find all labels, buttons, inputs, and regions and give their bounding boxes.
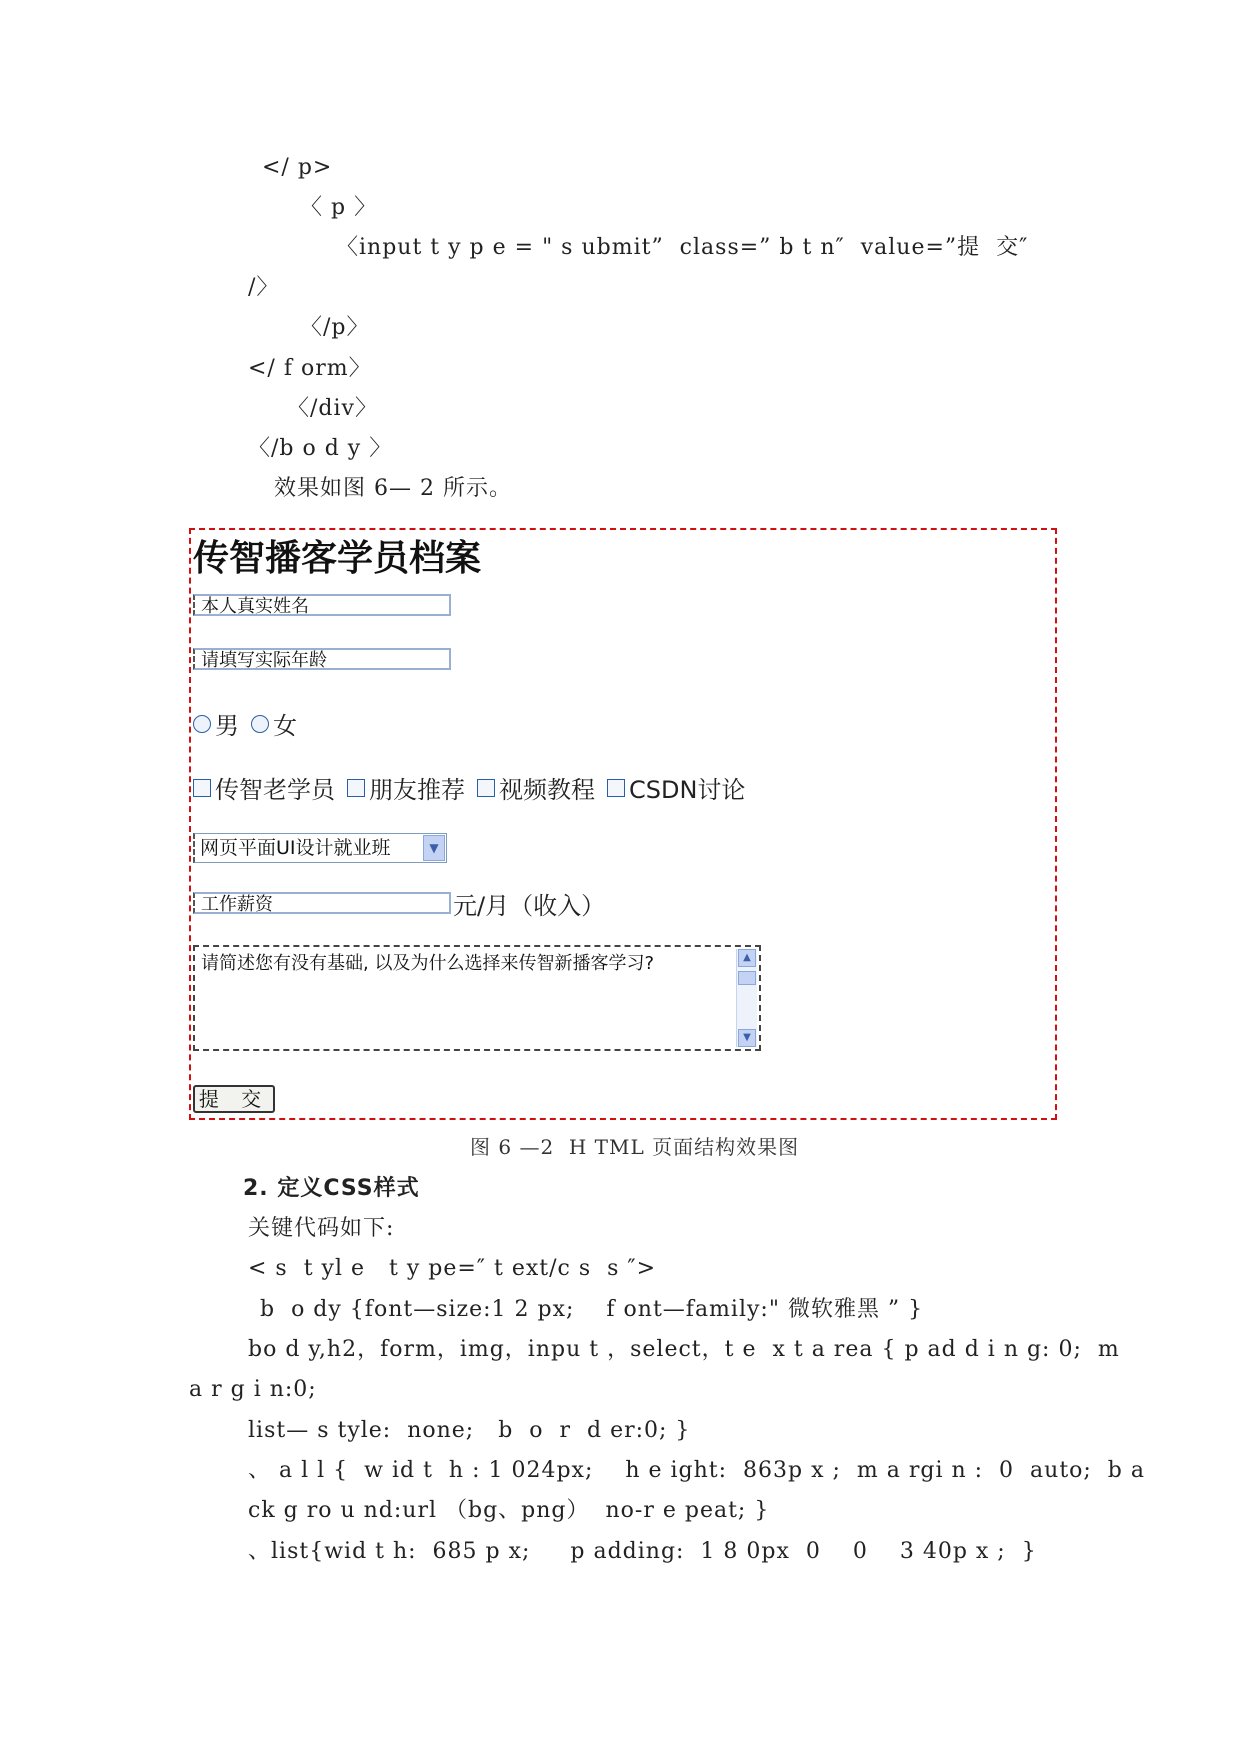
code-line: /〉 <box>248 275 280 300</box>
code-line: a r g i n:0; <box>189 1377 317 1402</box>
checkbox-icon[interactable] <box>347 779 365 797</box>
scroll-up-icon[interactable]: ▲ <box>738 949 756 967</box>
section-heading: 2. 定义CSS样式 <box>243 1176 420 1201</box>
checkbox-icon[interactable] <box>607 779 625 797</box>
intro-textarea[interactable] <box>193 945 761 1051</box>
checkbox-icon[interactable] <box>477 779 495 797</box>
radio-icon[interactable] <box>193 715 211 733</box>
salary-unit: 元/月（收入） <box>453 892 606 920</box>
salary-field[interactable]: 工作薪资 <box>193 892 451 914</box>
intro-text: 效果如图 6— 2 所示。 <box>274 476 512 501</box>
code-line: ck g ro u nd:url （bg、png） no-r e peat; } <box>248 1498 770 1523</box>
scrollbar[interactable] <box>736 949 757 1047</box>
source-label: 传智老学员 <box>215 776 335 804</box>
code-line: 〈 p 〉 <box>300 195 378 220</box>
code-line: 、list{wid t h: 685 p x; p adding: 1 8 0px 0 0 3 40p x ; } <box>248 1539 1037 1564</box>
chevron-down-icon[interactable]: ▼ <box>423 835 445 861</box>
code-line: < s t yl e t y pe=″ t ext/c s s ″> <box>248 1256 657 1281</box>
gender-option[interactable] <box>193 706 239 741</box>
gender-option[interactable] <box>251 706 297 741</box>
code-line: </ p> <box>262 155 333 180</box>
code-line: </ f orm〉 <box>248 356 372 381</box>
intro-textarea-value: 请简述您有没有基础, 以及为什么选择来传智新播客学习? <box>201 953 654 974</box>
gender-row <box>193 706 309 741</box>
source-option[interactable] <box>347 770 465 805</box>
submit-button[interactable]: 提 交 <box>193 1085 275 1113</box>
scroll-thumb[interactable] <box>738 971 756 985</box>
code-line: list— s tyle: none; b o r d er:0; } <box>248 1418 691 1443</box>
gender-label: 女 <box>273 712 297 740</box>
form-title: 传智播客学员档案 <box>193 537 482 579</box>
code-line: bo d y,h2，form，img，inpu t ，select，t e x t a rea { p ad d i n g: 0; m <box>248 1337 1120 1362</box>
radio-icon[interactable] <box>251 715 269 733</box>
source-option[interactable] <box>477 770 595 805</box>
code-line: 〈/b o d y 〉 <box>248 436 393 461</box>
source-label: 朋友推荐 <box>369 776 465 804</box>
code-line: 、 a l l { w id t h : 1 024px; h e ight: 863p x ; m a rgi n : 0 auto; b a <box>248 1458 1145 1483</box>
form-figure <box>189 528 1057 1120</box>
source-option[interactable] <box>607 770 745 805</box>
source-label: CSDN讨论 <box>629 776 746 804</box>
code-line: 〈input t y p e = " s ubmit” class=” b t n″ value=”提 交″ <box>336 235 1029 260</box>
figure-caption: 图 6 —2 H TML 页面结构效果图 <box>470 1135 800 1159</box>
course-select[interactable] <box>193 833 447 863</box>
source-row <box>193 770 757 805</box>
code-intro: 关键代码如下: <box>248 1216 395 1241</box>
code-line: 〈/div〉 <box>287 396 378 421</box>
source-label: 视频教程 <box>499 776 595 804</box>
gender-label: 男 <box>215 712 239 740</box>
scroll-down-icon[interactable]: ▼ <box>738 1029 756 1047</box>
code-line: b o dy {font—size:1 2 px; f ont—family:" 微软雅黑 ” } <box>252 1297 924 1322</box>
source-option[interactable] <box>193 770 335 805</box>
name-field[interactable]: 本人真实姓名 <box>193 594 451 616</box>
course-select-value: 网页平面UI设计就业班 <box>200 837 391 859</box>
age-field[interactable]: 请填写实际年龄 <box>193 648 451 670</box>
checkbox-icon[interactable] <box>193 779 211 797</box>
code-line: 〈/p〉 <box>300 315 370 340</box>
